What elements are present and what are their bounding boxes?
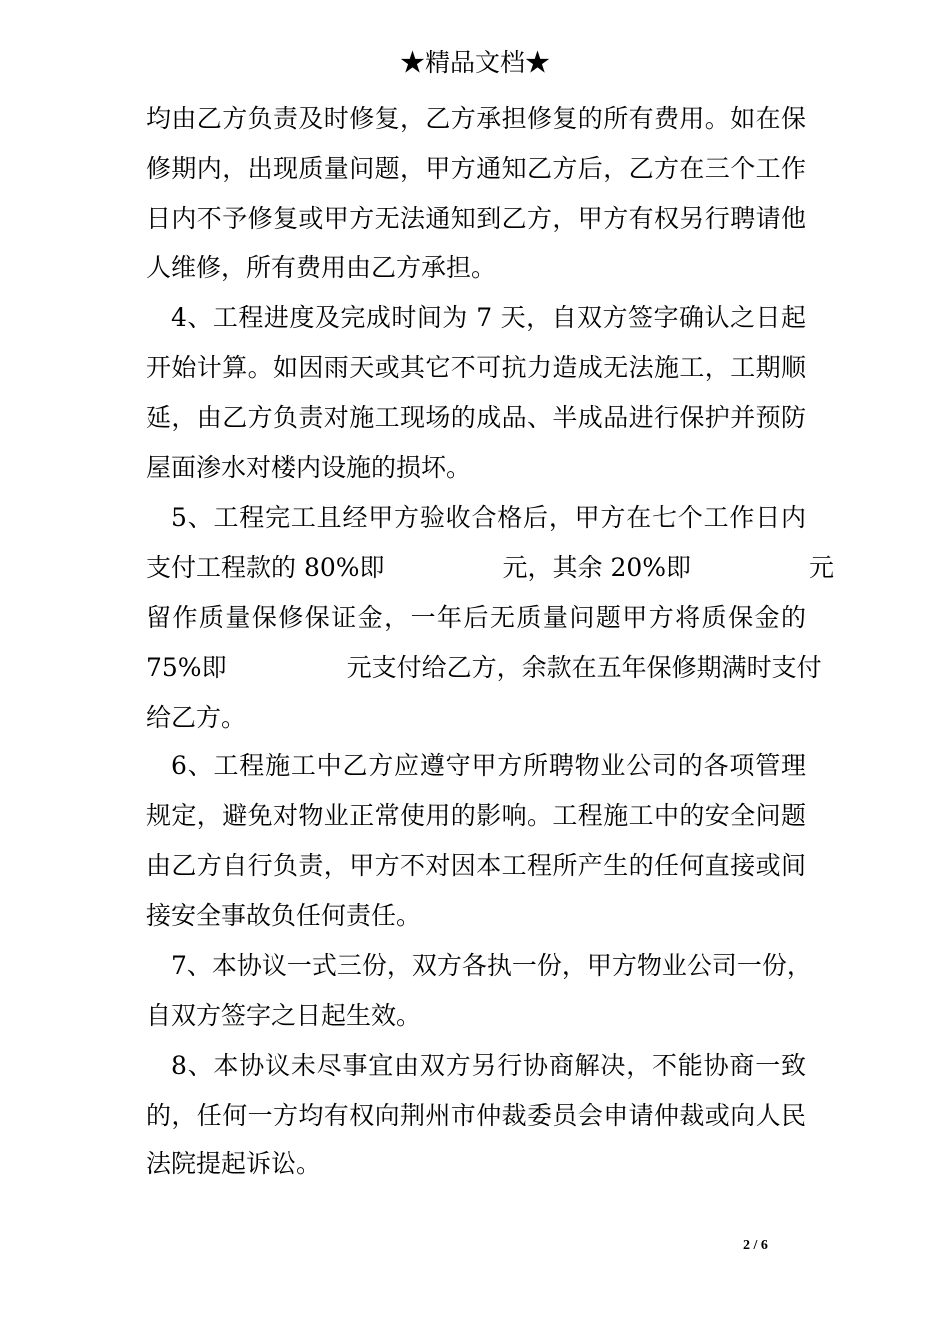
paragraph-line: 给乙方。 <box>146 703 247 732</box>
paragraph-line: 修期内，出现质量问题，甲方通知乙方后，乙方在三个工作 <box>146 154 806 183</box>
paragraph-line: 留作质量保修保证金，一年后无质量问题甲方将质保金的 <box>146 603 806 632</box>
amount-text-20-percent: 元，其余 20%即 <box>502 553 692 582</box>
amount-text-yuan: 元 <box>809 553 835 582</box>
paragraph-line-clause-8: 8、本协议未尽事宜由双方另行协商解决，不能协商一致 <box>171 1051 806 1080</box>
paragraph-line: 延，由乙方负责对施工现场的成品、半成品进行保护并预防 <box>146 403 806 432</box>
paragraph-line: 规定，避免对物业正常使用的影响。工程施工中的安全问题 <box>146 801 806 830</box>
paragraph-line-clause-4: 4、工程进度及完成时间为 7 天，自双方签字确认之日起 <box>171 303 806 332</box>
paragraph-line: 屋面渗水对楼内设施的损坏。 <box>146 453 472 482</box>
page-header-title: ★精品文档★ <box>399 48 550 77</box>
paragraph-line: 人维修，所有费用由乙方承担。 <box>146 253 497 282</box>
amount-text-75-percent: 75%即 <box>146 653 227 682</box>
paragraph-line-amount <box>146 553 835 583</box>
paragraph-line: 日内不予修复或甲方无法通知到乙方，甲方有权另行聘请他 <box>146 204 806 233</box>
paragraph-line: 接安全事故负任何责任。 <box>146 901 422 930</box>
paragraph-line: 的，任何一方均有权向荆州市仲裁委员会申请仲裁或向人民 <box>146 1101 806 1130</box>
amount-text-remainder: 元支付给乙方，余款在五年保修期满时支付 <box>346 653 822 682</box>
page-number: 2 / 6 <box>743 1238 768 1253</box>
paragraph-line: 均由乙方负责及时修复，乙方承担修复的所有费用。如在保 <box>146 104 806 133</box>
paragraph-line: 由乙方自行负责，甲方不对因本工程所产生的任何直接或间 <box>146 851 806 880</box>
paragraph-line-clause-6: 6、工程施工中乙方应遵守甲方所聘物业公司的各项管理 <box>171 751 806 780</box>
paragraph-line: 开始计算。如因雨天或其它不可抗力造成无法施工，工期顺 <box>146 353 806 382</box>
paragraph-line: 自双方签字之日起生效。 <box>146 1001 422 1030</box>
paragraph-line-amount <box>146 653 822 683</box>
amount-text-80-percent: 支付工程款的 80%即 <box>146 553 385 582</box>
paragraph-line-clause-7: 7、本协议一式三份，双方各执一份，甲方物业公司一份， <box>171 951 812 980</box>
paragraph-line-clause-5: 5、工程完工且经甲方验收合格后，甲方在七个工作日内 <box>171 503 806 532</box>
paragraph-line: 法院提起诉讼。 <box>146 1149 322 1178</box>
